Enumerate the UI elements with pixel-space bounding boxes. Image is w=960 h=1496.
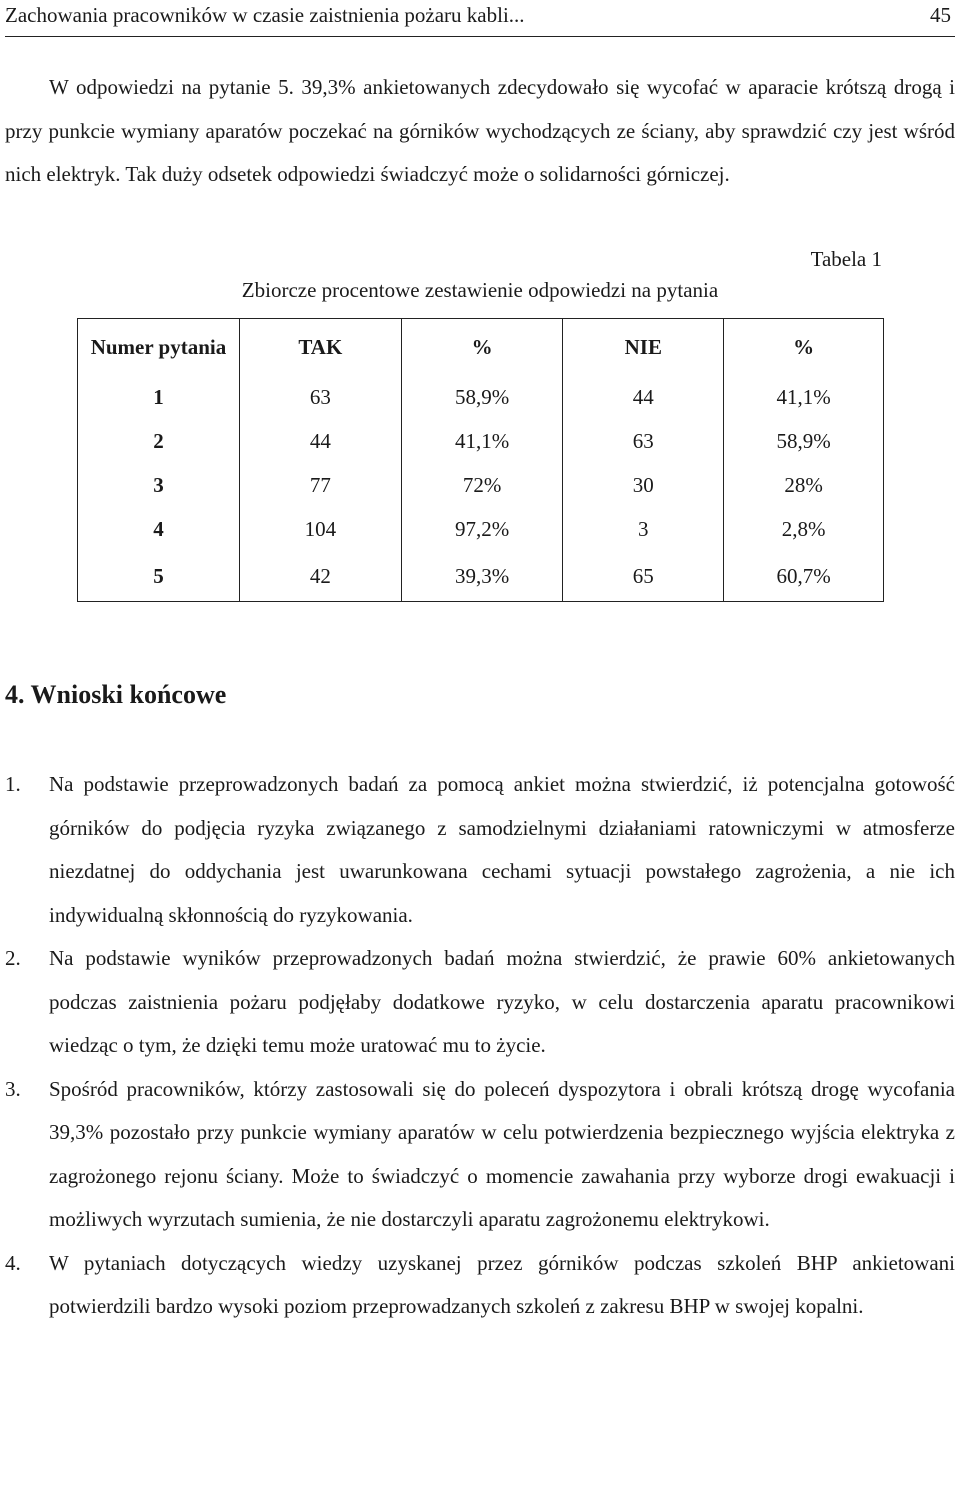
header-no: NIE <box>563 319 724 376</box>
table-row <box>78 463 884 507</box>
section-heading: 4. Wnioski końcowe <box>5 680 227 709</box>
list-item-text: Na podstawie przeprowadzonych badań za pomocą ankiet można stwierdzić, iż potencjalna gotowość górników do podjęcia ryzyka związanego z samodzielnymi działaniami ratowniczymi w atmosferze niezdatnej do oddychania jest uwarunkowana cechami sytuacji powstałego zagrożenia, a nie ich indywidualną skłonnością do ryzykowania. <box>49 772 955 927</box>
cell-no: 63 <box>563 419 724 463</box>
cell-yes-percent: 39,3% <box>401 551 563 602</box>
list-item-text: Na podstawie wyników przeprowadzonych badań można stwierdzić, że prawie 60% ankietowanych podczas zaistnienia pożaru podjęłaby dodatkowe ryzyko, w celu dostarczenia aparatu pracownikowi wiedząc o tym, że dzięki temu może uratować mu to życie. <box>49 946 955 1057</box>
header-yes-percent: % <box>401 319 563 376</box>
running-header-title: Zachowania pracowników w czasie zaistnienia pożaru kabli... <box>5 3 525 27</box>
cell-no: 65 <box>563 551 724 602</box>
summary-table <box>77 318 884 602</box>
table-header-row <box>78 319 884 376</box>
header-yes: TAK <box>239 319 401 376</box>
conclusions-list <box>5 763 955 1329</box>
cell-yes-percent: 58,9% <box>401 375 563 419</box>
table-row <box>78 551 884 602</box>
list-item-text: W pytaniach dotyczących wiedzy uzyskanej przez górników podczas szkoleń BHP ankietowani potwierdzili bardzo wysoki poziom przeprowadzanych szkoleń z zakresu BHP w swojej kopalni. <box>49 1250 955 1318</box>
list-item <box>5 763 955 937</box>
cell-question-number: 3 <box>78 463 240 507</box>
page-number: 45 <box>930 3 951 27</box>
cell-yes-percent: 41,1% <box>401 419 563 463</box>
cell-question-number: 4 <box>78 507 240 551</box>
cell-no-percent: 2,8% <box>781 517 826 541</box>
list-item-number: 4. <box>5 1250 21 1275</box>
header-no-percent: % <box>793 335 815 359</box>
cell-yes: 44 <box>239 419 401 463</box>
table-row <box>78 375 884 419</box>
list-item-number: 3. <box>5 1076 21 1101</box>
running-header <box>5 0 955 37</box>
cell-yes-percent: 72% <box>401 463 563 507</box>
cell-yes: 42 <box>239 551 401 602</box>
table-caption: Zbiorcze procentowe zestawienie odpowiedzi na pytania <box>241 278 719 302</box>
cell-no-percent: 58,9% <box>776 429 831 453</box>
list-item-number: 1. <box>5 772 21 796</box>
table-row <box>78 507 884 551</box>
table-label: Tabela 1 <box>810 247 882 271</box>
list-item-text: Spośród pracowników, którzy zastosowali się do poleceń dyspozytora i obrali krótszą drogę wycofania 39,3% pozostało przy punkcie wymiany aparatów w celu potwierdzenia bezpiecznego wyjścia elektryka z zagrożonego rejonu ściany. Może to świadczyć o momencie zawahania przy wyborze drogi ewakuacji i możliwych wyrzutach sumienia, że nie dostarczyli aparatu zagrożonemu elektrykowi. <box>49 1076 955 1231</box>
list-item <box>5 1242 955 1329</box>
cell-no: 30 <box>563 463 724 507</box>
intro-paragraph: W odpowiedzi na pytanie 5. 39,3% ankietowanych zdecydowało się wycofać w aparacie krótszą drogą i przy punkcie wymiany aparatów poczekać na górników wychodzących ze ściany, aby sprawdzić czy jest wśród nich elektryk. Tak duży odsetek odpowiedzi świadczyć może o solidarności górniczej. <box>5 75 955 186</box>
cell-yes: 77 <box>239 463 401 507</box>
cell-no: 3 <box>563 507 724 551</box>
list-item <box>5 1068 955 1242</box>
list-item-number: 2. <box>5 946 21 970</box>
cell-question-number: 2 <box>78 419 240 463</box>
cell-no-percent: 41,1% <box>776 385 831 409</box>
list-item <box>5 937 955 1068</box>
table-row <box>78 419 884 463</box>
cell-yes-percent: 97,2% <box>401 507 563 551</box>
cell-no-percent: 28% <box>784 473 823 497</box>
cell-no: 44 <box>563 375 724 419</box>
cell-yes: 104 <box>239 507 401 551</box>
cell-question-number: 5 <box>78 551 240 602</box>
header-question-number: Numer pytania <box>78 319 240 376</box>
cell-yes: 63 <box>239 375 401 419</box>
cell-question-number: 1 <box>78 375 240 419</box>
cell-no-percent: 60,7% <box>776 564 831 588</box>
